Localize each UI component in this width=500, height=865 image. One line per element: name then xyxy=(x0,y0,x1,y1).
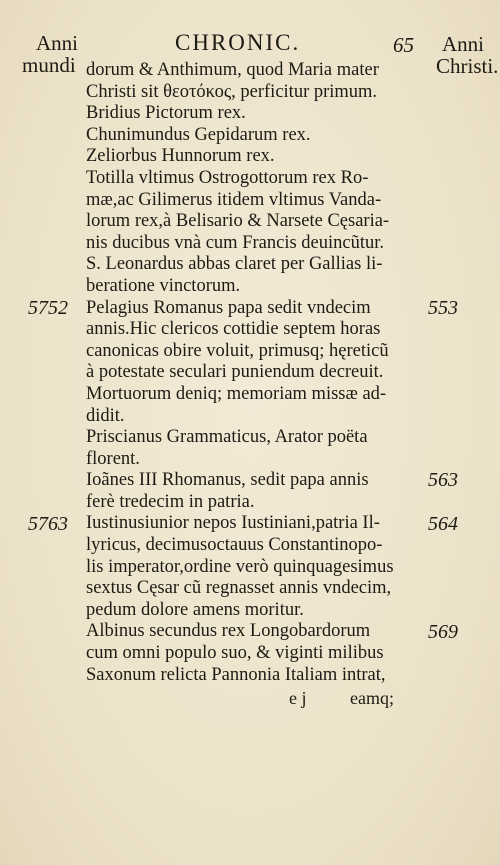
text-line: Iustinusiunior nepos Iustiniani,patria Il- xyxy=(86,513,380,534)
header-anni-mundi-line2: mundi xyxy=(22,53,76,77)
text-line: pedum dolore amens moritur. xyxy=(86,599,304,620)
running-title: CHRONIC. xyxy=(175,30,301,55)
text-line: dorum & Anthimum, quod Maria mater xyxy=(86,60,379,80)
text-line: lis imperator,ordine verò quinquagesimus xyxy=(86,556,394,577)
text-line: Ioãnes III Rhomanus, sedit papa annis xyxy=(86,470,369,491)
header-anni-christi-line2: Christi. xyxy=(436,54,499,78)
header-anni-mundi-line1: Anni xyxy=(36,31,78,55)
text-line: à potestate seculari puniendum decreuit. xyxy=(86,362,384,383)
text-line: lyricus, decimusoctauus Constantinopo- xyxy=(86,535,383,556)
text-line: sextus Cęsar cũ regnasset annis vndecim, xyxy=(86,578,392,599)
text-line: Albinus secundus rex Longobardorum xyxy=(86,621,371,642)
text-line: Pelagius Romanus papa sedit vndecim xyxy=(86,297,371,318)
anno-christi-year: 569 xyxy=(428,620,458,643)
text-line: beratione vinctorum. xyxy=(86,275,241,296)
text-line: Christi sit θεοτόκος, perficitur primum. xyxy=(86,81,378,102)
text-line: didit. xyxy=(86,405,125,426)
anno-mundi-year: 5763 xyxy=(28,512,68,535)
page-number: 65 xyxy=(393,33,414,57)
text-line: ferè tredecim in patria. xyxy=(86,491,255,512)
text-line: S. Leonardus abbas claret per Gallias li- xyxy=(86,254,383,275)
text-line: mæ,ac Gilimerus itidem vltimus Vanda- xyxy=(86,189,382,210)
text-line: canonicas obire voluit, primusq; hęreticũ xyxy=(86,340,389,361)
text-line: cum omni populo suo, & viginti milibus xyxy=(86,643,384,664)
text-line: florent. xyxy=(86,448,140,469)
text-line: nis ducibus vnà cum Francis deuincũtur. xyxy=(86,232,385,253)
text-line: Priscianus Grammaticus, Arator poëta xyxy=(86,427,368,448)
catchword: eamq; xyxy=(350,688,394,708)
text-line: annis.Hic clericos cottidie septem horas xyxy=(86,319,381,340)
text-line: Totilla vltimus Ostrogottorum rex Ro- xyxy=(86,167,369,188)
text-line: Bridius Pictorum rex. xyxy=(86,103,246,124)
anno-christi-year: 553 xyxy=(428,296,458,319)
text-line: Mortuorum deniq; memoriam missæ ad- xyxy=(86,383,387,404)
text-line: Chunimundus Gepidarum rex. xyxy=(86,124,311,145)
text-line: lorum rex,à Belisario & Narsete Cęsaria- xyxy=(86,211,390,232)
anno-christi-year: 563 xyxy=(428,469,458,492)
anno-mundi-year: 5752 xyxy=(28,296,68,319)
text-line: Zeliorbus Hunnorum rex. xyxy=(86,146,275,167)
text-line: Saxonum relicta Pannonia Italiam intrat, xyxy=(86,664,386,685)
signature-mark: e j xyxy=(289,688,307,708)
header-anni-christi-line1: Anni xyxy=(442,32,484,56)
anno-christi-year: 564 xyxy=(428,512,458,535)
chronicle-text xyxy=(86,60,426,686)
